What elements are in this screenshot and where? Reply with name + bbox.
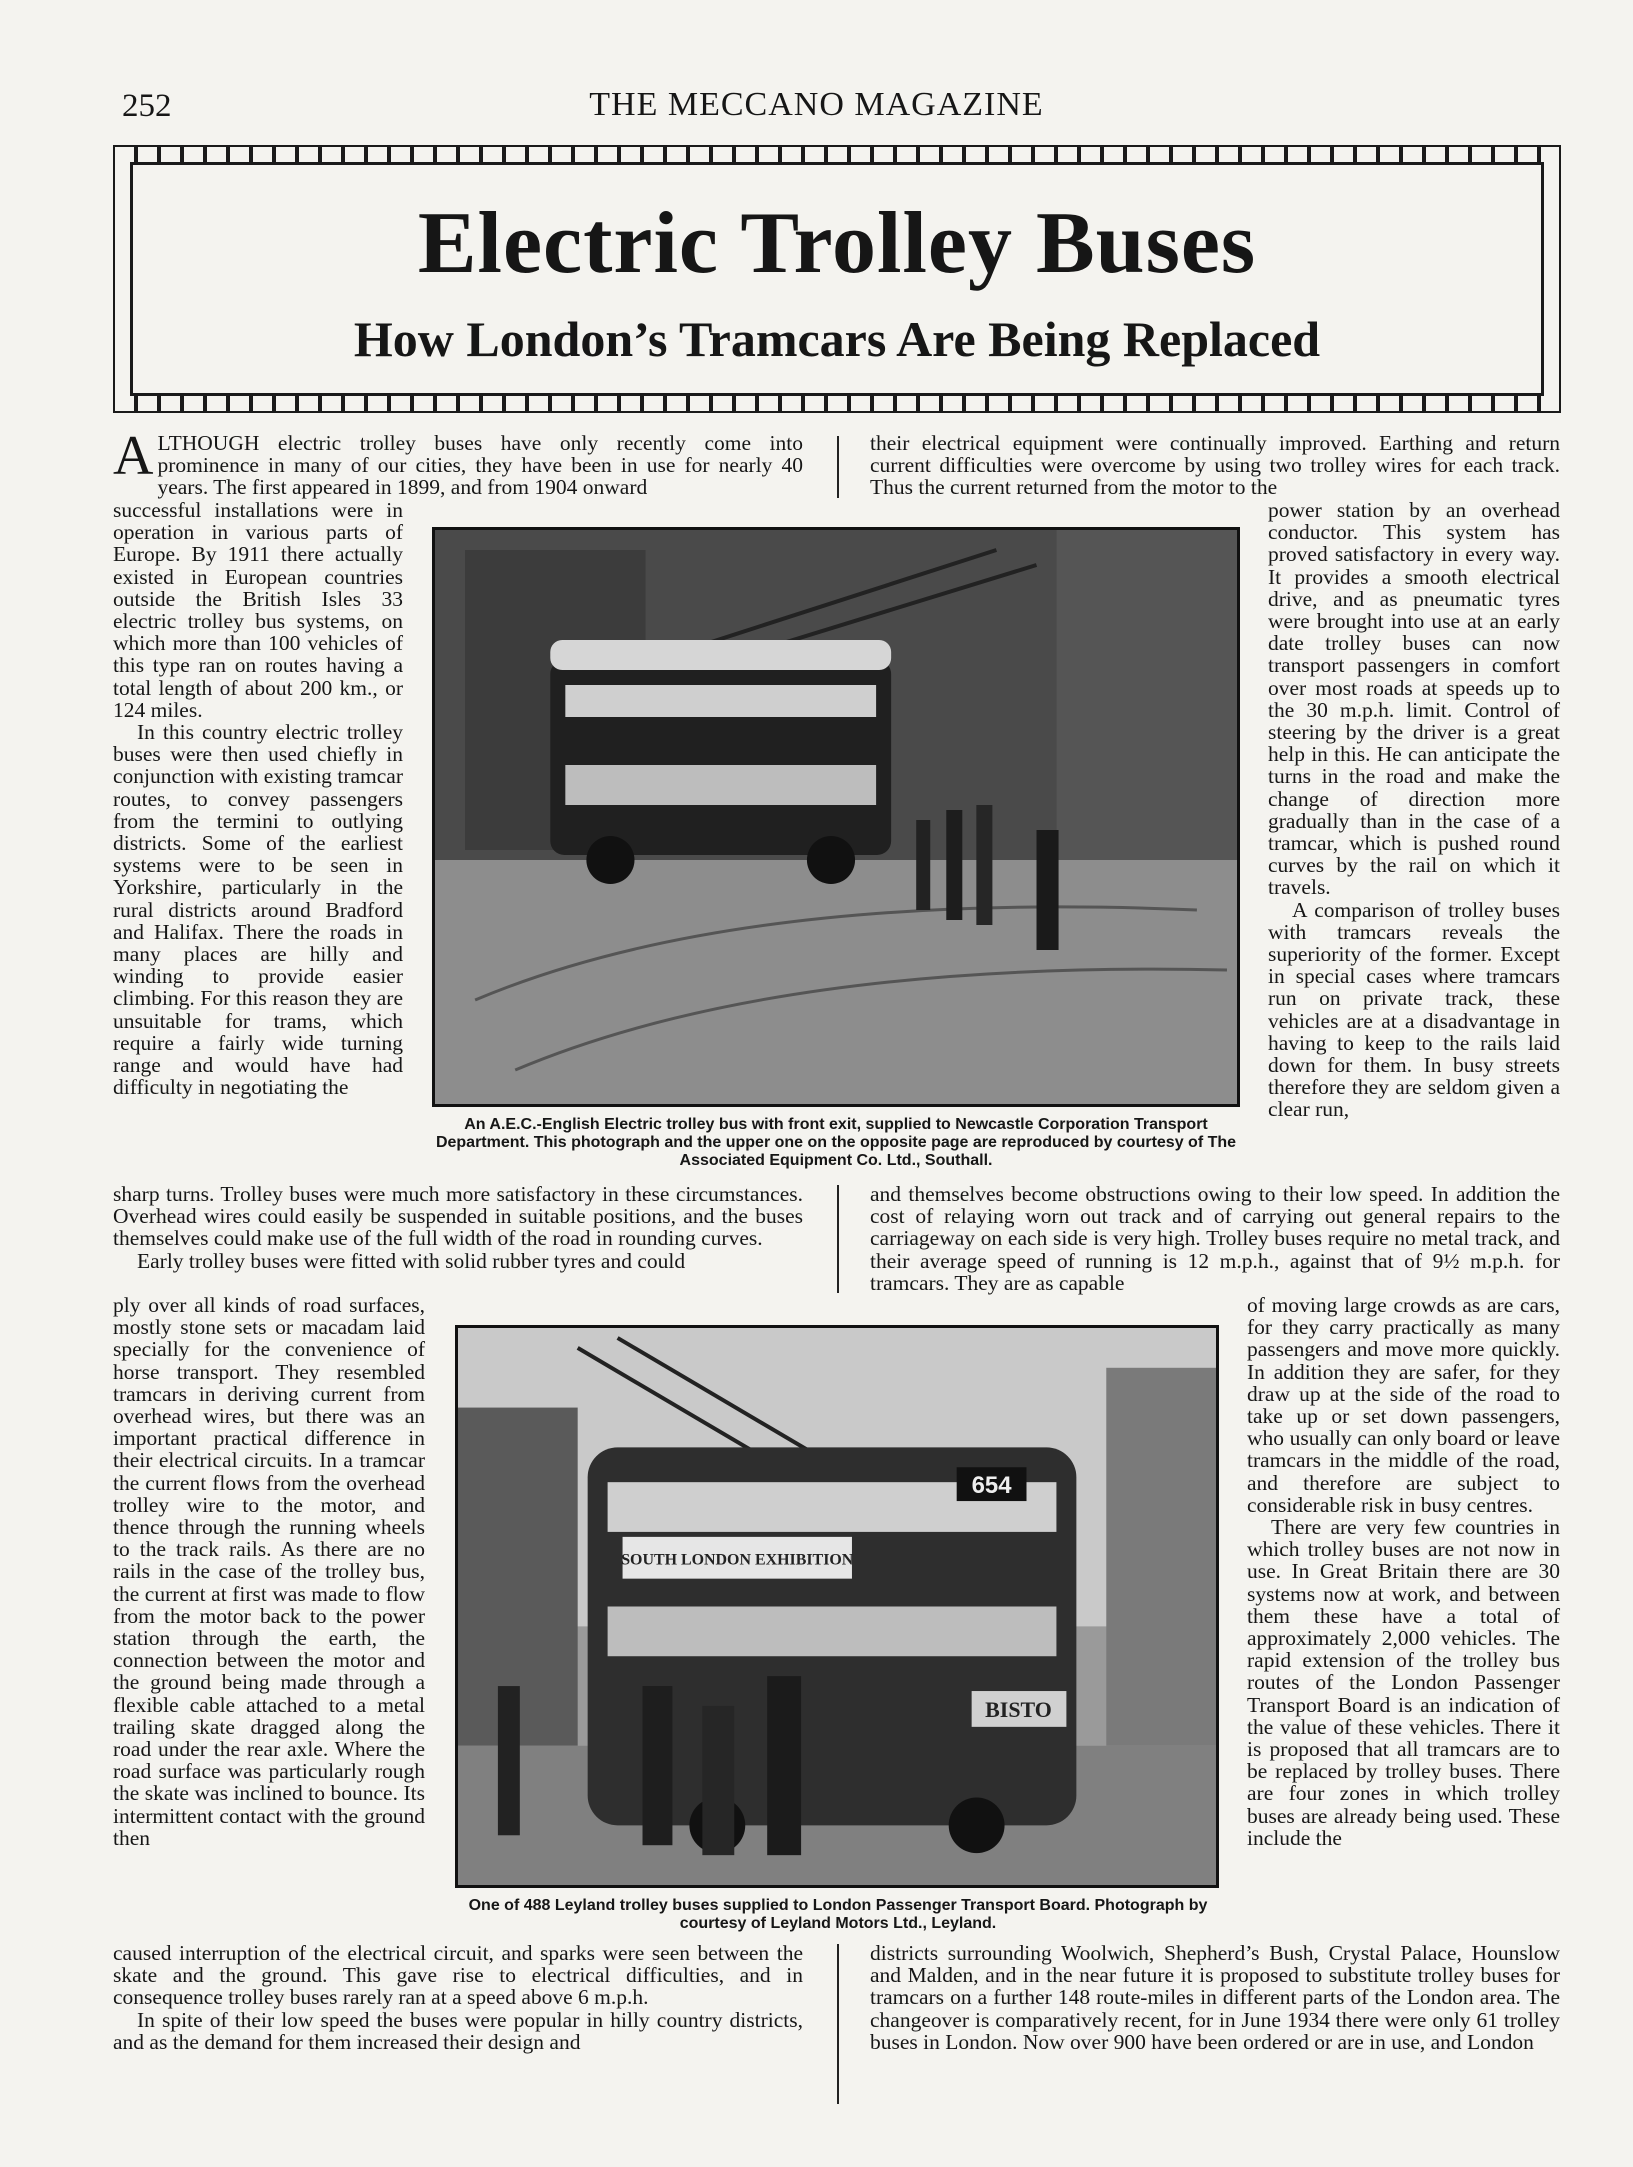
photo-newcastle-trolley-bus [432,527,1240,1107]
left-col1-p2: In this country electric trolley buses were then used chiefly in conjunction with existing tramcar routes, to convey passengers from the termini to outlying districts. Some of the earliest systems were to be seen in Yorkshire, particularly in the rural districts around Bradford and Halifax. There the roads in many places are hilly and winding to provide easier climbing. For this reason they are unsuitable for trams, which require a fairly wide turning range and would have had difficulty in negotiating the [113,720,403,1100]
bottom-left-p2: In spite of their low speed the buses were popular in hilly country districts, and as the demand for them increased their design and [113,2007,803,2054]
intro-paragraph [113,425,803,500]
bottom-right-text: districts surrounding Woolwich, Shepherd’s Bush, Crystal Palace, Hounslow and Malden, and in the near future it is proposed to substitute trolley buses for tramcars on a further 148 route-miles in different parts of the London area. The changeover is comparatively recent, for in June 1934 there were only 61 trolley buses in London. Now over 900 have been ordered or are in use, and London [870,1941,1560,2054]
column-rule [837,1185,839,1293]
right-col2-p1: of moving large crowds as are cars, for they carry practically as many passengers and move more quickly. In addition they are safer, for they draw up at the side of the road to take up or set down passengers, who usually can only board or leave tramcars in the middle of the road, and therefore are subject to considerable risk in busy centres. [1247,1293,1560,1517]
newcastle-bus-illustration [435,530,1237,1104]
right-col1-p1: power station by an overhead conductor. This system has proved satisfactory in every way. It provides a smooth electrical drive, and as pneumatic tyres were brought into use at an early date trolley buses can now transport passengers in comfort over most roads at speeds up to the 30 m.p.h. limit. Control of steering by the driver is a great help in this. He can anticipate the turns in the road and make the change of direction more gradually than in the case of a tramcar, which is pushed round curves by the rail on which it travels. [1268,498,1560,900]
right-col2-p2: There are very few countries in which trolley buses are not now in use. In Great Britain there are 30 systems now at work, and between them these have a total of approximately 2,000 vehicles. The rapid extension of the trolley bus routes of the London Passenger Transport Board is an indication of the value of these vehicles. There it is proposed that all tramcars are to be replaced by trolley buses. There are four zones in which trolley buses are already being used. These include the [1247,1515,1560,1850]
london-bus-illustration [458,1328,1216,1885]
mid-right-text: and themselves become obstructions owing to their low speed. In addition the cost of relaying worn out track and of carrying out general repairs to the carriageway on each side is very high. Trolley buses require no metal track, and their average speed of running is 12 m.p.h., against that of 9½ m.p.h. for tramcars. They are as capable [870,1182,1560,1295]
top-right-text: their electrical equipment were continually improved. Earthing and return current difficulties were overcome by using two trolley wires for each track. Thus the current returned from the motor to the [870,431,1560,500]
middle-left-paragraph [113,1183,803,1272]
right-column-1 [1268,499,1560,1121]
right-col1-p2: A comparison of trolley buses with tramcars reveals the superiority of the former. Except in special cases where tramcars run on private track, these vehicles are at a disadvantage in having to keep to the rails laid down for them. In busy streets therefore they are seldom given a clear run, [1268,897,1560,1122]
right-column-2 [1247,1294,1560,1849]
bus-advert: BISTO [985,1696,1052,1722]
bottom-left-p1: caused interruption of the electrical circuit, and sparks were seen between the skate and the ground. This gave rise to electrical difficulties, and in consequence trolley buses rarely ran at a speed above 6 m.p.h. [113,1941,803,2010]
top-right-paragraph [870,432,1560,499]
left-column-2 [113,1294,425,1849]
left-column-1 [113,499,403,1098]
intro-text: LTHOUGH electric trolley buses have only recently come into prominence in many of our cities, they have been in use for nearly 40 years. The first appeared in 1899, and from 1904 onward [157,431,803,500]
mid-left-p2: Early trolley buses were fitted with solid rubber tyres and could [137,1248,686,1273]
bus-side-banner: SOUTH LONDON EXHIBITION [621,1551,854,1569]
bottom-right-paragraph [870,1942,1560,2053]
photo-london-trolley-bus [455,1325,1219,1888]
running-title: THE MECCANO MAGAZINE [589,86,1044,123]
article-subtitle: How London’s Tramcars Are Being Replaced [353,311,1321,367]
mid-left-p1: sharp turns. Trolley buses were much more satisfactory in these circumstances. Overhead wires could easily be suspended in suitable positions, and the buses themselves could make use of the full width of the road in rounding curves. [113,1182,803,1251]
left-col1-p1: successful installations were in operation in various parts of Europe. By 1911 there actually existed in European countries outside the British Isles 33 electric trolley bus systems, on which more than 100 vehicles of this type ran on routes having a total length of about 200 km., or 124 miles. [113,498,403,722]
column-rule [837,1944,839,2104]
article-title: Electric Trolley Buses [417,195,1257,292]
bottom-left-paragraph [113,1942,803,2053]
drop-cap: A [113,425,154,487]
photo2-caption: One of 488 Leyland trolley buses supplied to London Passenger Transport Board. Photograph by courtesy of Leyland Motors Ltd., Leyland. [468,1897,1208,1932]
column-rule [837,436,839,498]
middle-right-paragraph [870,1183,1560,1294]
left-col2-text: ply over all kinds of road surfaces, mostly stone sets or macadam laid specially for the convenience of horse transport. They resembled tramcars in deriving current from overhead wires, but there was an important practical difference in their electrical circuits. In a tramcar the current flows from the overhead trolley wire to the motor, and thence through the running wheels to the track rails. As there are no rails in the case of the trolley bus, the current at first was made to flow from the motor back to the power station through the earth, the connection between the motor and the ground being made through a flexible cable attached to a metal trailing skate dragged along the road under the rear axle. Where the road surface was particularly rough the skate was inclined to bounce. Its intermittent contact with the ground then [113,1293,425,1850]
bus-route-number: 654 [971,1472,1012,1500]
photo1-caption: An A.E.C.-English Electric trolley bus with front exit, supplied to Newcastle Corporation Transport Department. This photograph and the upper one on the opposite page are reproduced by courtesy of The Associated Equipment Co. Ltd., Southall. [435,1116,1237,1169]
page-number: 252 [122,88,172,124]
